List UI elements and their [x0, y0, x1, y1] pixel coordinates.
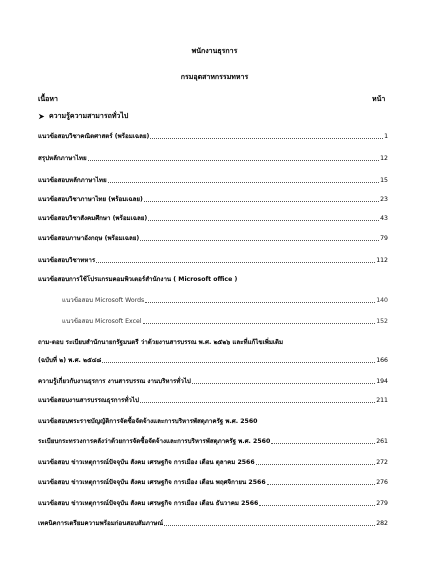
leader-dots	[150, 138, 383, 139]
toc-entry[interactable]	[38, 214, 388, 223]
toc-entry[interactable]	[38, 356, 388, 365]
leader-dots	[256, 464, 376, 465]
document-title: พนักงานธุรการ	[191, 47, 238, 55]
toc-entry[interactable]	[38, 176, 388, 185]
toc-entry-title: เทคนิคการเตรียมความพร้อมก่อนสอบสัมภาษณ์	[38, 520, 164, 527]
toc-entry[interactable]	[38, 132, 388, 141]
leader-dots	[140, 402, 375, 403]
toc-entry-page: 1	[384, 133, 388, 140]
leader-dots	[148, 220, 379, 221]
leader-dots	[267, 484, 376, 485]
leader-dots	[259, 505, 375, 506]
toc-entry-page: 15	[380, 177, 388, 184]
leader-dots	[192, 383, 375, 384]
toc-entry-page: 211	[376, 397, 388, 404]
toc-entry-title: แนวข้อสอบวิชาทหาร	[38, 257, 96, 264]
toc-entry-line-1[interactable]: แนวข้อสอบพระราชบัญญัติการจัดซื้อจัดจ้างและการบริหารพัสดุภาครัฐ พ.ศ. 2560	[38, 418, 258, 425]
toc-entry-page: 12	[380, 155, 388, 162]
toc-entry[interactable]	[38, 519, 388, 528]
toc-entry[interactable]	[38, 396, 388, 405]
toc-entry-page: 112	[376, 257, 388, 264]
leader-dots	[144, 201, 379, 202]
toc-entry[interactable]	[38, 256, 388, 265]
leader-dots	[88, 160, 380, 161]
leader-dots	[96, 262, 375, 263]
page-column-header: หน้า	[372, 95, 386, 103]
toc-entry-page: 194	[376, 378, 388, 385]
toc-entry-line-1[interactable]: ถาม-ตอบ ระเบียบสำนักนายกรัฐมนตรี ว่าด้วยงานสารบรรณ พ.ศ. ๒๕๒๖ และที่แก้ไขเพิ่มเติม	[38, 339, 284, 346]
toc-entry-page: 282	[376, 520, 388, 527]
toc-entry-page: 79	[380, 235, 388, 242]
toc-entry[interactable]	[38, 437, 388, 446]
toc-entry-page: 261	[376, 438, 388, 445]
toc-entry-title: แนวข้อสอบภาษาอังกฤษ (พร้อมเฉลย)	[38, 235, 140, 242]
leader-dots	[143, 323, 376, 324]
toc-sub-entry[interactable]	[62, 317, 388, 326]
toc-entry-title: แนวข้อสอบ Microsoft Words	[62, 297, 145, 304]
toc-entry-title: แนวข้อสอบหลักภาษาไทย	[38, 177, 107, 184]
toc-sub-entry[interactable]	[62, 296, 388, 305]
toc-entry[interactable]	[38, 377, 388, 386]
toc-entry-title: แนวข้อสอบ Microsoft Excel	[62, 318, 142, 325]
toc-entry-title: แนวข้อสอบวิชาภาษาไทย (พร้อมเฉลย)	[38, 196, 143, 203]
toc-entry-page: 152	[376, 318, 388, 325]
toc-entry-page: 140	[376, 297, 388, 304]
toc-entry-page: 272	[376, 459, 388, 466]
leader-dots	[102, 362, 375, 363]
toc-entry-title: สรุปหลักภาษาไทย	[38, 155, 87, 162]
leader-dots	[271, 443, 375, 444]
toc-entry-title: แนวข้อสอบ ข่าวเหตุการณ์ปัจจุบัน สังคม เศรษฐกิจ การเมือง เดือน ธันวาคม 2566	[38, 500, 259, 507]
toc-entry-title: แนวข้อสอบ ข่าวเหตุการณ์ปัจจุบัน สังคม เศรษฐกิจ การเมือง เดือน ตุลาคม 2566	[38, 459, 255, 466]
toc-entry[interactable]	[38, 458, 388, 467]
section-heading	[38, 112, 128, 121]
content-column-header: เนื้อหา	[38, 95, 58, 103]
toc-entry-page: 23	[380, 196, 388, 203]
toc-entry-title: แนวข้อสอบวิชาคณิตศาสตร์ (พร้อมเฉลย)	[38, 133, 150, 140]
toc-entry[interactable]	[38, 195, 388, 204]
toc-entry[interactable]	[38, 499, 388, 508]
toc-entry-title: แนวข้อสอบวิชาสังคมศึกษา (พร้อมเฉลย)	[38, 215, 148, 222]
section-label: ความรู้ความสามารถทั่วไป	[49, 112, 129, 120]
toc-entry[interactable]	[38, 478, 388, 487]
toc-entry-title: แนวข้อสอบ ข่าวเหตุการณ์ปัจจุบัน สังคม เศรษฐกิจ การเมือง เดือน พฤศจิกายน 2566	[38, 479, 266, 486]
toc-entry-page: 276	[376, 479, 388, 486]
arrow-bullet-icon	[38, 113, 45, 120]
toc-entry-title: แนวข้อสอบงานสารบรรณธุรการทั่วไป	[38, 397, 139, 404]
organization-name: กรมอุตสาหกรรมทหาร	[180, 73, 249, 81]
toc-entry-title: ความรู้เกี่ยวกับงานธุรการ งานสารบรรณ งานบริหารทั่วไป	[38, 378, 191, 385]
leader-dots	[108, 182, 380, 183]
leader-dots	[140, 240, 379, 241]
toc-entry-title: (ฉบับที่ ๒) พ.ศ. ๒๕๔๘	[38, 357, 102, 364]
leader-dots	[164, 525, 375, 526]
leader-dots	[145, 302, 375, 303]
toc-group-heading[interactable]: แนวข้อสอบการใช้โปรแกรมคอมพิวเตอร์สำนักงาน ( Microsoft office )	[38, 276, 238, 283]
toc-entry[interactable]	[38, 234, 388, 243]
toc-entry-page: 166	[376, 357, 388, 364]
toc-entry-page: 43	[380, 215, 388, 222]
toc-entry-title: ระเบียบกระทรวงการคลังว่าด้วยการจัดซื้อจัดจ้างและการบริหารพัสดุภาครัฐ พ.ศ. 2560	[38, 438, 271, 445]
toc-entry-page: 279	[376, 500, 388, 507]
toc-entry[interactable]	[38, 154, 388, 163]
